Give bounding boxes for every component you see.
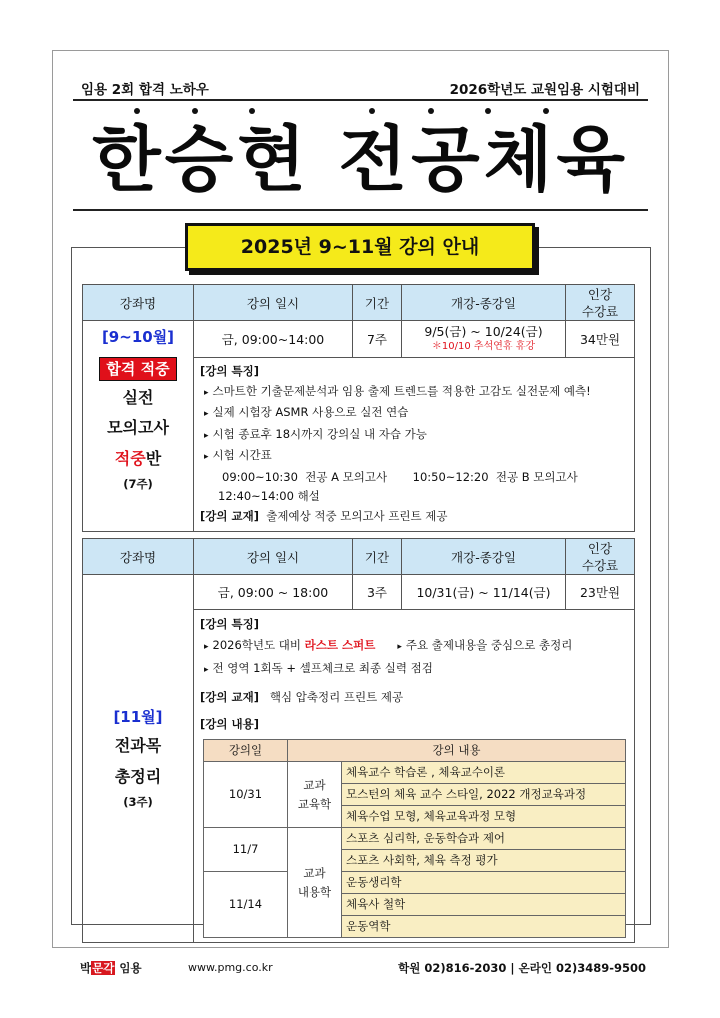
- course-fee: 23만원: [566, 575, 635, 610]
- lecture-topic: 체육수업 모형, 체육교육과정 모형: [342, 806, 626, 828]
- course-name: 실전: [122, 388, 154, 407]
- feature-item: ▸ 시험 시간표: [200, 446, 628, 468]
- feature-item: ▸ 실제 시험장 ASMR 사용으로 실전 연습: [200, 403, 628, 425]
- col-header: 개강-종강일: [402, 285, 566, 321]
- feature-item: ▸ 전 영역 1회독 + 셀프체크로 최종 실력 점검: [200, 658, 628, 681]
- lecture-topic: 스포츠 심리학, 운동학습과 제어: [342, 828, 626, 850]
- lecture-content-table: [203, 739, 626, 938]
- lecture-topic: 모스턴의 체육 교수 스타일, 2022 개정교육과정: [342, 784, 626, 806]
- course-time: 금, 09:00 ~ 18:00: [194, 575, 353, 610]
- page-title: 한승현 전공체육: [92, 118, 629, 201]
- col-header: 강의 일시: [194, 285, 353, 321]
- col-header: 강좌명: [83, 285, 194, 321]
- lecture-date: 10/31: [204, 762, 288, 828]
- col-header: 기간: [353, 539, 402, 575]
- table-header: [83, 539, 635, 575]
- publisher-logo: 박문각 임용: [80, 961, 142, 975]
- table-header: [83, 285, 635, 321]
- course-period: 3주: [353, 575, 402, 610]
- lecture-date: 11/7: [204, 828, 288, 872]
- col-header: 인강 수강료: [566, 285, 635, 321]
- course-name: 전과목: [114, 736, 162, 756]
- feature-item: ▸ 시험 종료후 18시까지 강의실 내 자습 가능: [200, 425, 628, 447]
- col-header: 강좌명: [83, 539, 194, 575]
- divider: [73, 99, 648, 101]
- col-header: 기간: [353, 285, 402, 321]
- website-link[interactable]: www.pmg.co.kr: [188, 961, 273, 974]
- course-dates: 10/31(금) ~ 11/14(금): [402, 575, 566, 610]
- course-months: [9~10월]: [101, 328, 175, 346]
- feature-item: ▸ 주요 출제내용을 중심으로 총정리: [393, 638, 572, 652]
- lecture-topic: 스포츠 사회학, 체육 측정 평가: [342, 850, 626, 872]
- header-row: [73, 76, 648, 100]
- feature-item: ▸ 스마트한 기출문제분석과 임용 출제 트렌드를 적용한 고감도 실전문제 예측!: [200, 382, 628, 404]
- header-tagline: 임용 2회 합격 노하우: [81, 82, 209, 98]
- course-dates: 9/5(금) ~ 10/24(금) ＊10/10 추석연휴 휴강: [402, 321, 566, 358]
- course-time: 금, 09:00~14:00: [194, 321, 353, 358]
- course-table-1: [82, 284, 635, 532]
- materials: 출제예상 적중 모의고사 프린트 제공: [266, 508, 448, 523]
- table-row: [83, 321, 635, 358]
- materials: 핵심 압축정리 프린트 제공: [269, 690, 404, 704]
- lecture-topic: 체육사 철학: [342, 894, 626, 916]
- lecture-topic: 체육교수 학습론 , 체육교수이론: [342, 762, 626, 784]
- table-row: [204, 762, 626, 784]
- course-fee: 34만원: [566, 321, 635, 358]
- document-page: [52, 50, 669, 948]
- course-name-cell: [83, 575, 194, 943]
- course-weeks: (7주): [123, 477, 153, 492]
- table-row: [204, 828, 626, 850]
- holiday-note: ＊10/10 추석연휴 휴강: [431, 341, 536, 352]
- course-period: 7주: [353, 321, 402, 358]
- badge: 합격 적중: [99, 357, 176, 381]
- course-name: 모의고사: [107, 418, 169, 438]
- course-table-2: [82, 538, 635, 943]
- banner-title: 2025년 9~11월 강의 안내: [185, 223, 535, 271]
- footer: [0, 958, 720, 982]
- inner-header: 강의일 강의 내용: [204, 740, 626, 762]
- course-name-cell: [83, 321, 194, 532]
- lecture-category: 교과 내용학: [288, 828, 342, 938]
- col-header: 강의 일시: [194, 539, 353, 575]
- course-features: [강의 특징] ▸ 2026학년도 대비 라스트 스퍼트▸ 주요 출제내용을 중심으로 총정리 ▸ 전 영역 1회독 + 셀프체크로 최종 실력 점검 [강의 교재] 핵심 압축정리 프린트 제공 [강의 내용] 강의일 강의 내용 10/31 교과 교육학 체육교수 학습론 , 체육교수이론 모스턴의 체육 교수 스타일, 2022 개정교육과정 체육수업 모형, 체육교육과정 모형 11/7 교과 내용학 스포츠 심리학, 운동학습과 제어 스포츠 사회학, 체육 측정 평가 11/14 운동생리학 체육사 철학 운동역학: [194, 610, 635, 943]
- lecture-date: 11/14: [204, 872, 288, 938]
- header-exam: 2026학년도 교원임용 시험대비: [449, 82, 640, 98]
- table-row: [83, 575, 635, 610]
- divider: [73, 209, 648, 211]
- course-weeks: (3주): [123, 795, 153, 810]
- course-name: 반: [145, 448, 162, 468]
- contact-phones: 학원 02)816-2030 | 온라인 02)3489-9500: [398, 961, 646, 975]
- lecture-category: 교과 교육학: [288, 762, 342, 828]
- course-features: [강의 특징] ▸ 스마트한 기출문제분석과 임용 출제 트렌드를 적용한 고감도 실전문제 예측! ▸ 실제 시험장 ASMR 사용으로 실전 연습 ▸ 시험 종료후 18시까지 강의실 내 자습 가능 ▸ 시험 시간표 09:00~10:30 전공 A 모의고사 10:50~12:20 전공 B 모의고사 12:40~14:00 해설 [강의 교재] 출제예상 적중 모의고사 프린트 제공: [194, 358, 635, 532]
- course-months: [11월]: [113, 707, 163, 726]
- feature-item: ▸ 2026학년도 대비 라스트 스퍼트: [200, 638, 375, 652]
- table-row: [204, 872, 626, 894]
- lecture-topic: 운동역학: [342, 916, 626, 938]
- course-name: 총정리: [114, 766, 162, 786]
- schedule-line: 09:00~10:30 전공 A 모의고사 10:50~12:20 전공 B 모의고사: [222, 469, 578, 484]
- schedule-line: 12:40~14:00 해설: [218, 489, 320, 503]
- col-header: 인강 수강료: [566, 539, 635, 575]
- col-header: 개강-종강일: [402, 539, 566, 575]
- lecture-topic: 운동생리학: [342, 872, 626, 894]
- course-name-red: 적중: [114, 448, 146, 468]
